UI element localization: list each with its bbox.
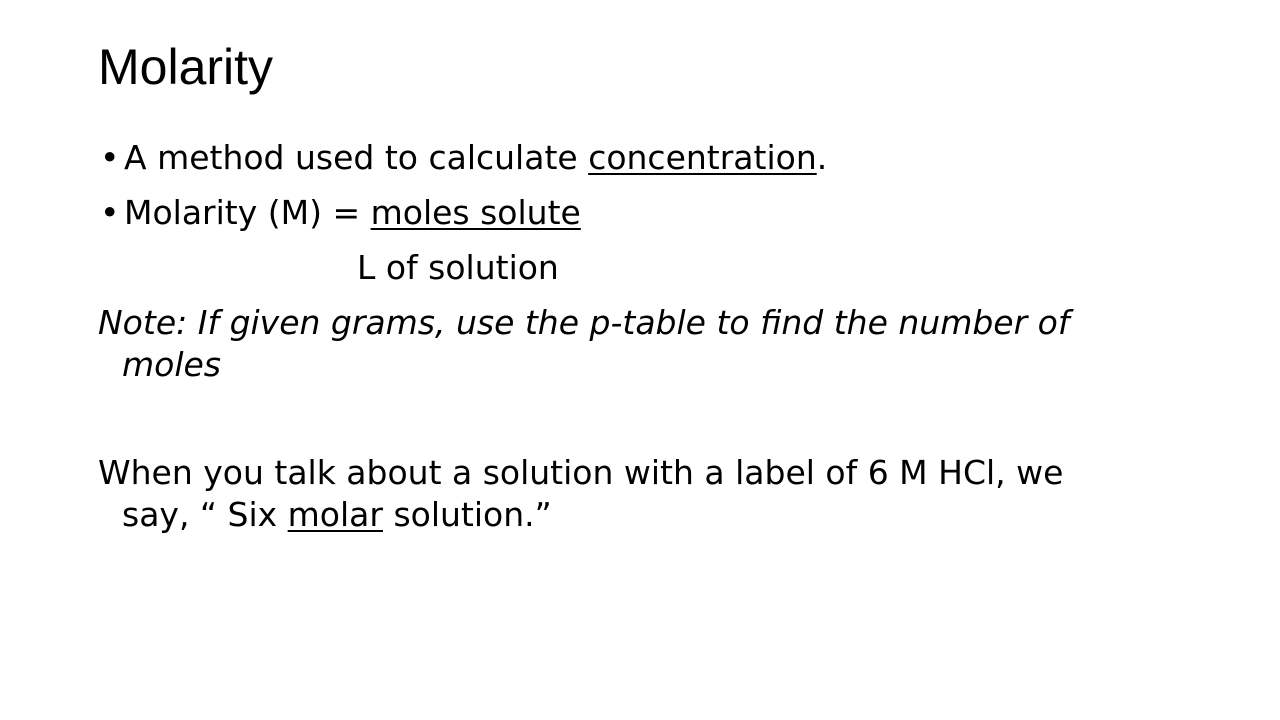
formula-numerator: moles solute [370, 193, 581, 232]
example-text-before: say, “ Six [122, 495, 288, 534]
example-line-1: When you talk about a solution with a label of 6 M HCl, we [98, 453, 1064, 492]
example-line-2 [122, 494, 552, 536]
underlined-term-molar: molar [287, 495, 383, 534]
note-line-1: Note: If given grams, use the p-table to find the number of [98, 303, 1070, 342]
bullet-text-before: A method used to calculate [124, 138, 589, 177]
bullet-marker: • [100, 138, 120, 177]
example-text-after: solution.” [382, 495, 552, 534]
bullet-marker: • [100, 193, 120, 232]
formula-left-side: Molarity (M) = [124, 193, 371, 232]
formula-denominator: L of solution [357, 248, 559, 287]
bullet-item-formula [100, 192, 581, 234]
bullet-item-definition [100, 137, 827, 179]
slide-title: Molarity [98, 39, 274, 95]
note-line-2: moles [122, 345, 221, 384]
underlined-term-concentration: concentration [588, 138, 817, 177]
bullet-text-after: . [816, 138, 828, 177]
